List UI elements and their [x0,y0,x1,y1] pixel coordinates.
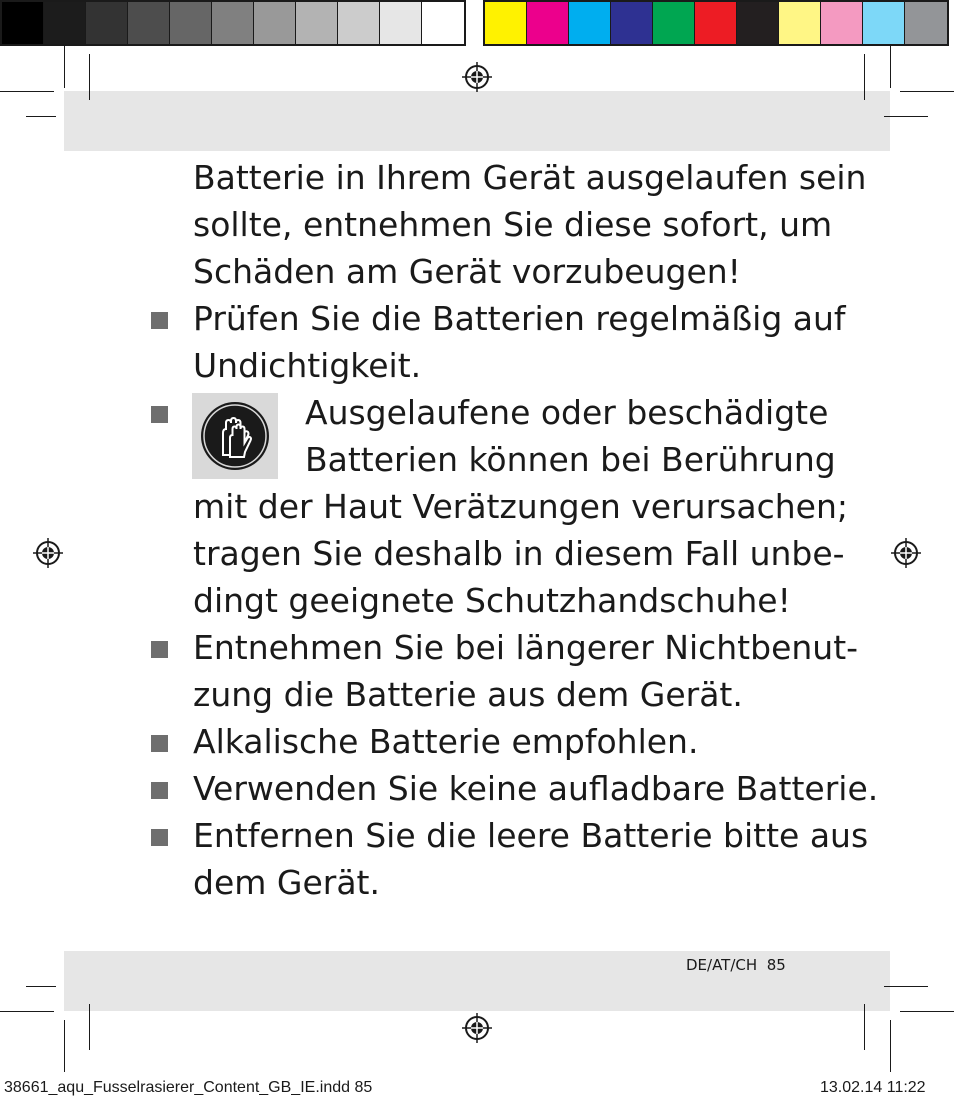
text-line: zung die Batterie aus dem Gerät. [193,675,743,714]
color-swatch [527,2,569,44]
slug-date: 13.02.14 11:22 [820,1079,926,1096]
color-swatch [569,2,611,44]
crop-mark [26,986,56,987]
crop-mark [64,46,65,88]
list-item-text: Verwenden Sie keine aufladbare Batterie. [193,769,879,808]
color-swatch [863,2,905,44]
list-item [145,624,859,671]
gray-swatch [338,2,380,44]
text-line: Batterien können bei Berührung [305,440,836,479]
text-line: Batterie in Ihrem Gerät ausgelaufen sein [193,158,867,197]
bullet-square [151,735,168,752]
text-line: Undichtigkeit. [193,346,422,385]
crop-mark [89,1004,90,1050]
gray-swatch [2,2,44,44]
gray-swatch [44,2,86,44]
text-line: tragen Sie deshalb in diesem Fall unbe- [193,534,845,573]
text-line: Schäden am Gerät vorzubeugen! [193,252,741,291]
color-swatch [485,2,527,44]
bullet-square [151,641,168,658]
crop-mark [89,54,90,100]
color-swatch [905,2,947,44]
list-item-text: Entnehmen Sie bei längerer Nichtbenut- [193,628,859,667]
crop-mark [900,1011,954,1012]
text-line: dem Gerät. [193,863,380,902]
process-color-bar [483,0,949,46]
gray-swatch [254,2,296,44]
bullet-square [151,829,168,846]
crop-mark [64,1020,65,1072]
crop-mark [864,54,865,100]
color-swatch [695,2,737,44]
registration-mark-icon [462,62,492,92]
list-item-text: Entfernen Sie die leere Batterie bitte aus [193,816,869,855]
crop-mark [884,116,928,117]
bullet-square [151,312,168,329]
gray-swatch [128,2,170,44]
crop-mark [884,986,928,987]
list-item [145,389,829,436]
crop-mark [890,1020,891,1072]
list-item [145,765,879,812]
gray-swatch [86,2,128,44]
gray-swatch [380,2,422,44]
color-swatch [779,2,821,44]
text-line: dingt geeignete Schutzhandschuhe! [193,581,791,620]
list-item [145,295,846,342]
crop-mark [864,1004,865,1050]
crop-mark [0,91,54,92]
list-item [145,812,869,859]
text-line: mit der Haut Verätzungen verursachen; [193,487,848,526]
page-number-value: 85 [766,956,786,974]
gray-swatch [170,2,212,44]
list-item-text: Alkalische Batterie empfohlen. [193,722,699,761]
bullet-square [151,406,168,423]
crop-mark [890,46,891,88]
grayscale-color-bar [0,0,466,46]
gray-swatch [212,2,254,44]
list-item-text: Ausgelaufene oder beschädigte [305,393,829,432]
color-swatch [611,2,653,44]
crop-mark [26,116,56,117]
color-swatch [737,2,779,44]
registration-mark-icon [891,538,921,568]
gray-swatch [296,2,338,44]
header-band [64,91,890,151]
gray-swatch [422,2,464,44]
color-swatch [653,2,695,44]
crop-mark [0,1011,54,1012]
page-label: DE/AT/CH [686,956,758,974]
color-swatch [821,2,863,44]
slug-filename: 38661_aqu_Fusselrasierer_Content_GB_IE.indd 85 [4,1079,373,1096]
body-text [145,154,879,906]
list-item [145,718,825,765]
bullet-square [151,782,168,799]
registration-mark-icon [462,1013,492,1043]
crop-mark [900,91,954,92]
text-line: sollte, entnehmen Sie diese sofort, um [193,205,833,244]
list-item-text: Prüfen Sie die Batterien regelmäßig auf [193,299,846,338]
registration-mark-icon [33,538,63,568]
page-number [686,956,786,974]
